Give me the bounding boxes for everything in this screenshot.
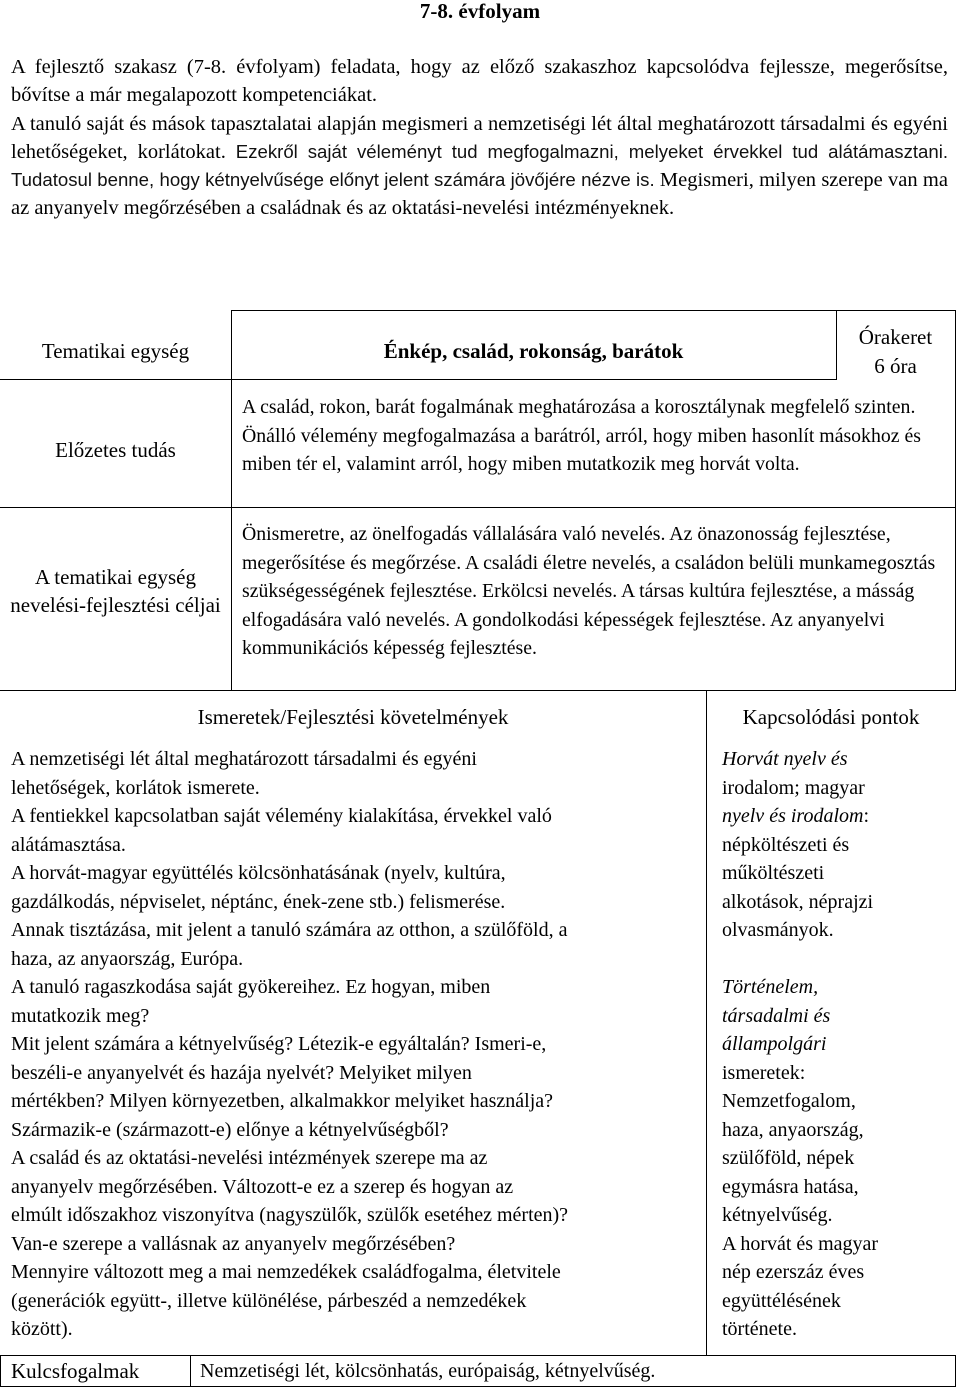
requirements-header: Ismeretek/Fejlesztési követelmények [197,705,509,729]
intro-paragraph-2-part-2: Ezekről saját véleményt tud megfogalmazni, melyeket érvekkel tud alátámasztani. Tudatosul benne, hogy kétnyelvűsége előnyt jelent számára jövőjére nézve is. [11,140,949,191]
requirements-line: Annak tisztázása, mit jelent a tanuló számára az otthon, a szülőföld, a [11,919,568,941]
connection-line: kétnyelvűség. [722,1204,833,1226]
connection-line: Történelem, [722,976,819,998]
connections-content [722,745,952,1344]
prior-knowledge-content: A család, rokon, barát fogalmának meghatározása a korosztálynak megfelelő szinten. Önálló vélemény megfogalmazása a barátról, arról, hogy miben hasonlít másokhoz és miben tér el, valamint arról, hogy miben mutatkozik meg horvát volta. [242,396,921,475]
requirements-line: elmúlt időszakhoz viszonyítva (nagyszülők, szülők esetéhez mérten)? [11,1204,569,1226]
intro-paragraph-1: A fejlesztő szakasz (7-8. évfolyam) feladata, hogy az előző szakaszhoz kapcsolódva fejlessze, megerősítse, bővítse a már megalapozott kompetenciákat. [11,56,948,107]
table-line [955,1355,956,1387]
prior-knowledge-label: Előzetes tudás [55,438,176,462]
connection-line: Horvát nyelv és [722,748,848,770]
connection-line: együttélésének [722,1289,841,1312]
development-goals-content: Önismeretre, az önelfogadás vállalására való nevelés. Az önazonosság fejlesztése, megerősítése és megőrzése. A családi életre nevelés, a családon belüli munkamegosztás szükségességének fejlesztése. Erkölcsi nevelés. A társas kultúra fejlesztése, a másság elfogadására való nevelés. A gondolkodási képességek fejlesztése. Az anyanyelvi kommunikációs képesség fejlesztése. [242,523,936,659]
requirements-line: A fentiekkel kapcsolatban saját vélemény kialakítása, érvekkel való [11,805,552,827]
connection-line: irodalom; magyar [722,776,865,799]
connection-subject: nyelv és irodalom [722,805,864,827]
requirements-line: mutatkozik meg? [11,1004,150,1027]
connection-line: egymásra hatása, [722,1175,859,1198]
table-line [0,507,956,508]
requirements-line: A horvát-magyar együttélés kölcsönhatásának (nyelv, kultúra, [11,862,506,884]
table-line [190,1355,191,1387]
connection-line: állampolgári [722,1033,827,1055]
connection-line: ismeretek: [722,1061,806,1084]
intro-paragraph-2-part-3: Megismeri, milyen szerepe van ma az anyanyelv megőrzésében a családnak és az oktatási-nevelési intézményeknek. [11,169,948,220]
connection-line: haza, anyaország, [722,1118,864,1141]
requirements-line: lehetőségek, korlátok ismerete. [11,776,260,799]
connection-line: társadalmi és [722,1004,831,1027]
requirements-line: gazdálkodás, népviselet, néptánc, ének-zene stb.) felismerése. [11,890,506,913]
intro-paragraph-2 [11,110,948,223]
requirements-line: haza, az anyaország, Európa. [11,947,244,970]
hours-label: Órakeret [858,325,933,349]
requirements-line: A tanuló ragaszkodása saját gyökereihez. Ez hogyan, miben [11,976,491,998]
intro-paragraph-2-part-1: A tanuló saját és mások tapasztalatai alapján megismeri a nemzetiségi lét által meghatározott társadalmi és egyéni lehetőségeket, korlátokat. [11,112,948,163]
key-concepts-value: Nemzetiségi lét, kölcsönhatás, európaiság, kétnyelvűség. [200,1360,656,1382]
thematic-unit-topic: Énkép, család, rokonság, barátok [383,339,684,363]
requirements-line: között). [11,1318,73,1340]
connections-header: Kapcsolódási pontok [742,705,920,729]
requirements-line: (generációk együtt-, illetve különélése, párbeszéd a nemzedékek [11,1289,527,1312]
requirements-line: beszéli-e anyanyelvét és hazája nyelvét? Melyiket milyen [11,1061,472,1084]
connection-line [722,802,952,831]
development-goals-label: A tematikai egység nevelési-fejlesztési céljai [10,565,221,617]
connection-line: alkotások, néprajzi [722,890,874,913]
table-line [231,310,232,690]
requirements-content [11,745,701,1344]
connection-line: népköltészeti és [722,833,850,856]
thematic-unit-label: Tematikai egység [41,339,190,363]
requirements-line: A nemzetiségi lét által meghatározott társadalmi és egyéni [11,748,477,770]
requirements-line: mértékben? Milyen környezetben, alkalmakkor melyiket használja? [11,1090,554,1112]
table-line [706,690,707,1355]
requirements-line: Származik-e (származott-e) előnye a kétnyelvűségből? [11,1118,449,1141]
intro-text [11,53,948,223]
table-line [0,1355,1,1387]
table-line [0,379,836,380]
table-line [231,310,955,311]
requirements-line: A család és az oktatási-nevelési intézmények szerepe ma az [11,1147,488,1169]
key-concepts-label: Kulcsfogalmak [11,1359,140,1383]
connection-line: szülőföld, népek [722,1147,855,1169]
connection-spacer [722,945,952,974]
connection-line: műköltészeti [722,862,825,884]
connection-colon: : [863,805,870,827]
requirements-line: Mit jelent számára a kétnyelvűség? Létezik-e egyáltalán? Ismeri-e, [11,1033,547,1055]
connection-line: Nemzetfogalom, [722,1090,856,1112]
connection-line: A horvát és magyar [722,1232,879,1255]
table-line [0,690,956,691]
page-title: 7-8. évfolyam [419,0,541,23]
connection-line: nép ezerszáz éves [722,1261,865,1283]
table-line [0,1355,956,1356]
requirements-line: anyanyelv megőrzésében. Változott-e ez a szerep és hogyan az [11,1175,514,1198]
requirements-line: alátámasztása. [11,833,126,856]
connection-line: olvasmányok. [722,919,834,941]
requirements-line: Van-e szerepe a vallásnak az anyanyelv megőrzésében? [11,1232,456,1255]
table-line [955,310,956,690]
connection-line: története. [722,1318,797,1340]
hours-value: 6 óra [874,354,917,378]
requirements-line: Mennyire változott meg a mai nemzedékek családfogalma, életvitele [11,1261,561,1283]
